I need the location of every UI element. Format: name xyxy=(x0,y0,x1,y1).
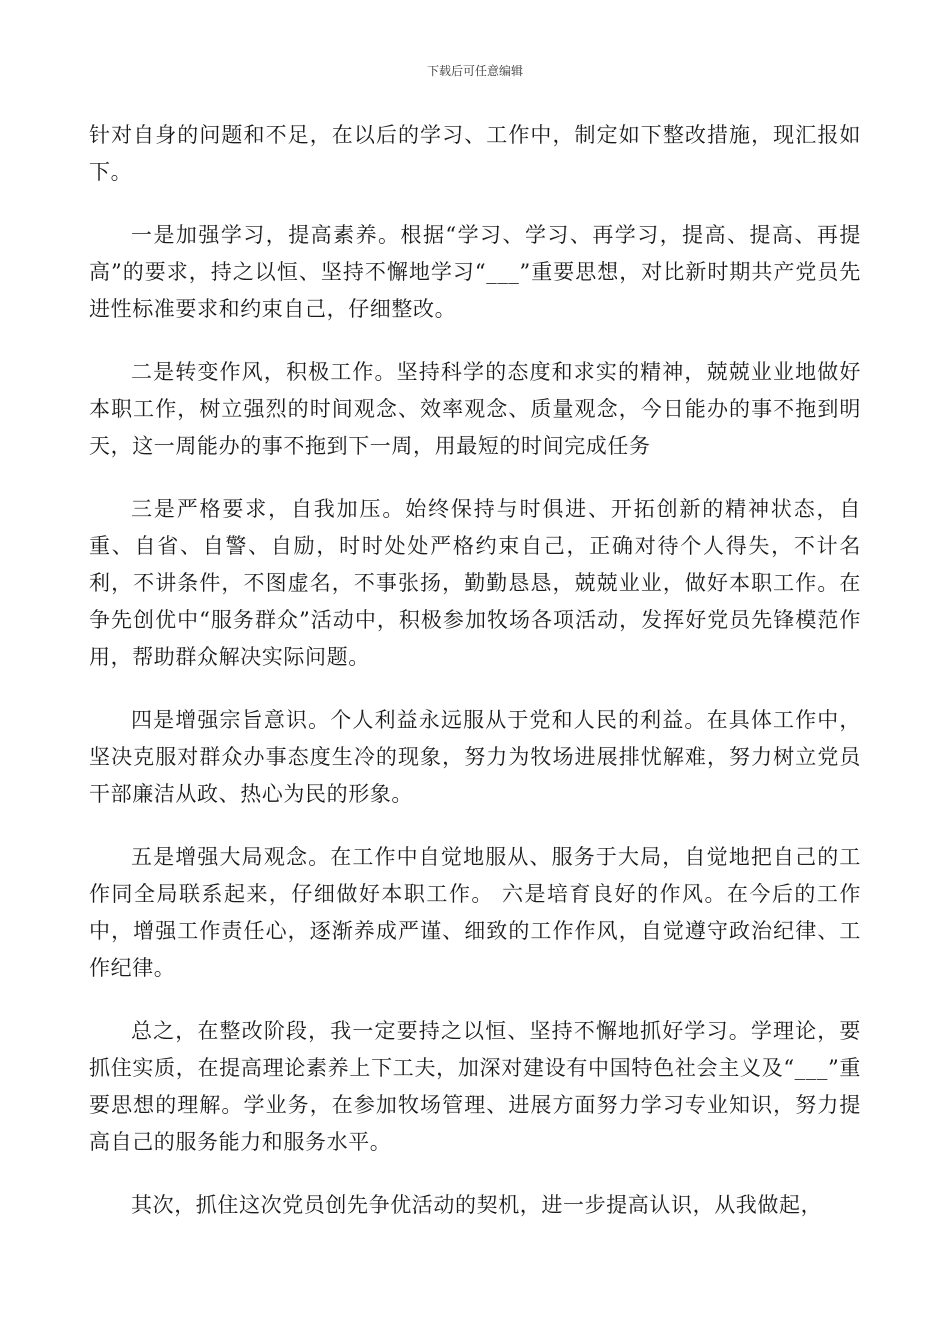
paragraph-next: 其次，抓住这次党员创先争优活动的契机，进一步提高认识，从我做起， xyxy=(131,1193,823,1217)
page-header: 下载后可任意编辑 xyxy=(426,64,523,78)
paragraph-item-2: 二是转变作风，积极工作。坚持科学的态度和求实的精神，兢兢业业地做好本职工作，树立强烈的时间观念、效率观念、质量观念，今日能办的事不拖到明天，这一周能办的事不拖到下一周，用最短的时间完成任务 xyxy=(89,360,861,458)
paragraph-item-3: 三是严格要求，自我加压。始终保持与时俱进、开拓创新的精神状态，自重、自省、自警、自励，时时处处严格约束自己，正确对待个人得失，不计名利，不讲条件，不图虚名，不事张扬，勤勤恳恳，兢兢业业，做好本职工作。在争先创优中“服务群众”活动中，积极参加牧场各项活动，发挥好党员先锋模范作用，帮助群众解决实际问题。 xyxy=(89,497,861,669)
paragraph-summary: 总之，在整改阶段，我一定要持之以恒、坚持不懈地抓好学习。学理论，要抓住实质，在提高理论素养上下工夫，加深对建设有中国特色社会主义及“___”重要思想的理解。学业务，在参加牧场管理、进展方面努力学习专业知识，努力提高自己的服务能力和服务水平。 xyxy=(89,1019,861,1154)
paragraph-intro: 针对自身的问题和不足，在以后的学习、工作中，制定如下整改措施，现汇报如下。 xyxy=(89,123,861,184)
paragraph-item-4: 四是增强宗旨意识。个人利益永远服从于党和人民的利益。在具体工作中，坚决克服对群众办事态度生冷的现象，努力为牧场进展排忧解难，努力树立党员干部廉洁从政、热心为民的形象。 xyxy=(89,708,861,806)
document-body xyxy=(89,117,861,1250)
paragraph-item-1: 一是加强学习，提高素养。根据“学习、学习、再学习，提高、提高、再提高”的要求，持之以恒、坚持不懈地学习“___”重要思想，对比新时期共产党员先进性标准要求和约束自己，仔细整改。 xyxy=(89,223,861,321)
paragraph-item-5: 五是增强大局观念。在工作中自觉地服从、服务于大局，自觉地把自己的工作同全局联系起来，仔细做好本职工作。 六是培育良好的作风。在今后的工作中，增强工作责任心，逐渐养成严谨、细致的工作作风，自觉遵守政治纪律、工作纪律。 xyxy=(89,845,861,980)
